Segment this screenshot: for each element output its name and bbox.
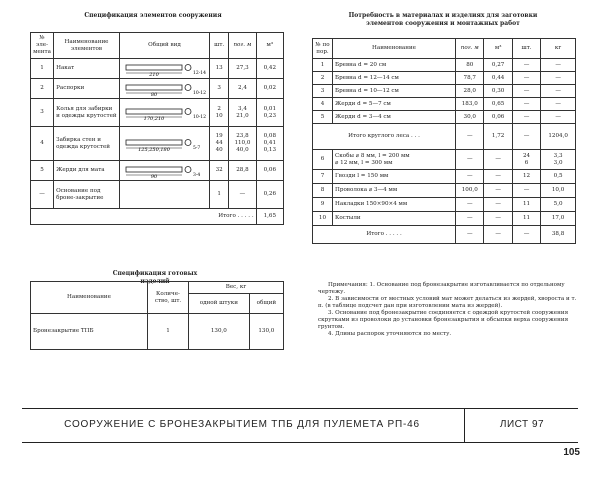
row-vol: 0,42 [256, 59, 283, 79]
mat-row-kg: 17,0 [541, 212, 576, 226]
total-vol: 1,65 [256, 209, 283, 225]
mat-header-vol: м³ [484, 39, 512, 59]
left-spec-table [30, 32, 284, 225]
log-drawing-icon [124, 82, 207, 98]
row-drawing [119, 127, 209, 161]
mat-row-name: Бревна d = 10—12 см [332, 85, 455, 98]
mat-row-len: — [456, 198, 484, 212]
left-spec-row [31, 161, 284, 181]
mat-row-len: — [456, 150, 484, 170]
mat-row-pcs: — [512, 184, 540, 198]
materials-body [313, 59, 576, 244]
mat-row-len: 100,0 [456, 184, 484, 198]
header-len: пог. м [229, 33, 256, 59]
mat-row-pcs: — [512, 72, 540, 85]
row-vol: 0,06 [256, 161, 283, 181]
mat-row-kg: 0,5 [541, 170, 576, 184]
mat-row-num: 4 [313, 98, 333, 111]
mat-row-name: Жерди d = 3—4 см [332, 111, 455, 124]
diameter-dimension: 10-12 [193, 114, 207, 120]
mat-row-len: 28,0 [456, 85, 484, 98]
subtotal-kg: 1204,0 [541, 124, 576, 150]
finished-header-name: Наименование [31, 282, 148, 314]
note-1: Примечания: 1. Основание под бронезакрытие изготавливается по отдельному чертежу. [318, 282, 565, 295]
mat-row-pcs: 12 [512, 170, 540, 184]
mat-header-num: № по пор. [313, 39, 333, 59]
finished-row-qty: 1 [148, 314, 189, 350]
materials-row [313, 111, 576, 124]
finished-row-unit: 130,0 [189, 314, 250, 350]
materials-row [313, 59, 576, 72]
log-drawing-icon [124, 137, 204, 151]
subtotal-len: — [456, 124, 484, 150]
materials-row [313, 212, 576, 226]
row-qty: 1 [210, 181, 229, 209]
mat-row-num: 3 [313, 85, 333, 98]
finished-spec-title: Спецификация готовых изделий [112, 270, 198, 285]
materials-table [312, 38, 576, 244]
finished-spec-table [30, 281, 284, 350]
mat-row-vol: — [484, 184, 512, 198]
length-dimension: 90 [151, 173, 158, 180]
mat-row-pcs: — [512, 111, 540, 124]
left-spec-row [31, 127, 284, 161]
materials-row [313, 170, 576, 184]
header-vol: м³ [256, 33, 283, 59]
header-view: Общий вид [119, 33, 209, 59]
mat-row-kg: — [541, 85, 576, 98]
row-qty: 19 44 40 [210, 127, 229, 161]
mat-header-pcs: шт. [512, 39, 540, 59]
mat-row-len: 80 [456, 59, 484, 72]
footer-top-rule [22, 408, 578, 409]
mat-row-len: — [456, 170, 484, 184]
length-dimension: 170,210 [144, 115, 165, 122]
total-label: Итого . . . . . [31, 209, 257, 225]
mat-row-name: Костыли [332, 212, 455, 226]
header-num: № эле-мента [31, 33, 54, 59]
row-len: 23,8 110,0 40,0 [229, 127, 256, 161]
mat-row-vol: — [484, 212, 512, 226]
row-qty: 32 [210, 161, 229, 181]
row-vol: 0,01 0,23 [256, 99, 283, 127]
materials-row [313, 72, 576, 85]
row-vol: 0,02 [256, 79, 283, 99]
row-name: Колья для забирки и одежды крутостей [54, 99, 120, 127]
mat-row-num: 8 [313, 184, 333, 198]
mat-total-len: — [456, 226, 484, 244]
mat-row-num: 7 [313, 170, 333, 184]
mat-row-name: Жерди d = 5—7 см [332, 98, 455, 111]
finished-row-total: 130,0 [249, 314, 283, 350]
row-name: Распорки [54, 79, 120, 99]
subtotal-label: Итого круглого леса . . . [313, 124, 456, 150]
diameter-dimension: 5-7 [193, 145, 201, 151]
mat-total-kg: 38,8 [541, 226, 576, 244]
page-number: 105 [563, 447, 580, 458]
row-num: 3 [31, 99, 54, 127]
materials-title: Потребность в материалах и изделиях для заготовки элементов сооружения и монтажных работ [348, 12, 538, 27]
mat-row-vol: 0,65 [484, 98, 512, 111]
diameter-dimension: 3-4 [193, 172, 201, 178]
mat-row-num: 1 [313, 59, 333, 72]
finished-header-qty: Количе-ство, шт. [148, 282, 189, 314]
subtotal-vol: 1,72 [484, 124, 512, 150]
mat-total-pcs: — [512, 226, 540, 244]
mat-row-vol: — [484, 198, 512, 212]
footer-bottom-rule [22, 442, 578, 443]
mat-row-pcs: 24 6 [512, 150, 540, 170]
finished-header-weight: Вес, кг [189, 282, 284, 294]
row-len: — [229, 181, 256, 209]
log-drawing-icon [124, 62, 207, 78]
mat-row-num: 6 [313, 150, 333, 170]
mat-row-num: 2 [313, 72, 333, 85]
notes [318, 282, 580, 338]
diameter-dimension: 12-14 [193, 70, 207, 76]
note-4: 4. Длины распорок уточняются по месту. [328, 331, 452, 338]
mat-total-label: Итого . . . . . [313, 226, 456, 244]
mat-header-kg: кг [541, 39, 576, 59]
row-qty: 13 [210, 59, 229, 79]
materials-row [313, 198, 576, 212]
header-qty: шт. [210, 33, 229, 59]
left-spec-row [31, 79, 284, 99]
mat-row-len: 183,0 [456, 98, 484, 111]
mat-row-pcs: 11 [512, 198, 540, 212]
mat-row-vol: 0,27 [484, 59, 512, 72]
length-dimension: 80 [151, 91, 158, 98]
row-name: Забирка стен и одежда крутостей [54, 127, 120, 161]
row-num: 5 [31, 161, 54, 181]
note-2: 2. В зависимости от местных условий мат может делаться из жердей, хвороста и т. п. (в таблице подсчет дан при изготовлении мата из жердей). [318, 296, 577, 309]
mat-row-num: 10 [313, 212, 333, 226]
mat-row-kg: — [541, 98, 576, 111]
row-vol: 0,26 [256, 181, 283, 209]
mat-row-pcs: — [512, 85, 540, 98]
subtotal-pcs: — [512, 124, 540, 150]
mat-header-name: Наименование [332, 39, 455, 59]
row-drawing [119, 59, 209, 79]
mat-row-vol: — [484, 150, 512, 170]
row-drawing [119, 161, 209, 181]
mat-row-kg: — [541, 59, 576, 72]
mat-row-vol: 0,44 [484, 72, 512, 85]
footer-divider [464, 408, 465, 442]
mat-row-kg: — [541, 111, 576, 124]
length-dimension: 125,250,180 [138, 146, 171, 153]
row-num: 1 [31, 59, 54, 79]
mat-row-kg: 10,0 [541, 184, 576, 198]
materials-total-row [313, 226, 576, 244]
mat-total-vol: — [484, 226, 512, 244]
mat-row-num: 5 [313, 111, 333, 124]
materials-subtotal-row [313, 124, 576, 150]
row-num: 2 [31, 79, 54, 99]
left-spec-row [31, 59, 284, 79]
mat-row-name: Бревна d = 12—14 см [332, 72, 455, 85]
diameter-dimension: 10-12 [193, 90, 207, 96]
row-drawing [119, 99, 209, 127]
row-num: 4 [31, 127, 54, 161]
log-drawing-icon [124, 106, 207, 122]
mat-row-vol: — [484, 170, 512, 184]
mat-row-pcs: — [512, 98, 540, 111]
finished-row-name: Бронезакрытие ТПБ [31, 314, 148, 350]
mat-row-name: Накладки 150×90×4 мм [332, 198, 455, 212]
mat-row-len: — [456, 212, 484, 226]
length-dimension: 210 [149, 71, 160, 78]
mat-row-name: Гвозди l = 150 мм [332, 170, 455, 184]
mat-row-num: 9 [313, 198, 333, 212]
row-name: Накат [54, 59, 120, 79]
mat-row-kg: 5,0 [541, 198, 576, 212]
left-spec-body [31, 59, 284, 225]
left-spec-row [31, 99, 284, 127]
mat-row-vol: 0,30 [484, 85, 512, 98]
materials-row [313, 150, 576, 170]
mat-row-len: 30,0 [456, 111, 484, 124]
materials-row [313, 98, 576, 111]
left-spec-row [31, 181, 284, 209]
row-drawing [119, 181, 209, 209]
finished-header-total: общий [249, 294, 283, 314]
mat-row-vol: 0,06 [484, 111, 512, 124]
mat-row-name: Скобы ⌀ 8 мм, l = 200 мм ⌀ 12 мм, l = 300 мм [332, 150, 455, 170]
row-vol: 0,08 0,41 0,13 [256, 127, 283, 161]
row-len: 3,4 21,0 [229, 99, 256, 127]
mat-row-pcs: 11 [512, 212, 540, 226]
footer-sheet: ЛИСТ 97 [499, 419, 545, 430]
materials-row [313, 184, 576, 198]
mat-header-len: пог. м [456, 39, 484, 59]
note-3: 3. Основание под бронезакрытие соединяется с одеждой крутостей сооружения скрутками из проволоки до установки бронезакрытия и обсыпки верха сооружения грунтом. [318, 310, 569, 330]
footer-title: СООРУЖЕНИЕ С БРОНЕЗАКРЫТИЕМ ТПБ ДЛЯ ПУЛЕМЕТА РП-46 [64, 419, 420, 430]
left-spec-total-row [31, 209, 284, 225]
mat-row-kg: 3,3 3,0 [541, 150, 576, 170]
row-qty: 3 [210, 79, 229, 99]
materials-row [313, 85, 576, 98]
row-drawing [119, 79, 209, 99]
row-num: — [31, 181, 54, 209]
log-drawing-icon [124, 164, 204, 178]
row-len: 27,3 [229, 59, 256, 79]
row-name: Основание под броне-закрытие [54, 181, 120, 209]
mat-row-pcs: — [512, 59, 540, 72]
mat-row-name: Бревна d = 20 см [332, 59, 455, 72]
mat-row-name: Проволока ⌀ 3—4 мм [332, 184, 455, 198]
finished-header-unit: одной штуки [189, 294, 250, 314]
row-len: 28,8 [229, 161, 256, 181]
row-len: 2,4 [229, 79, 256, 99]
row-qty: 2 10 [210, 99, 229, 127]
left-spec-title: Спецификация элементов сооружения [84, 12, 222, 19]
mat-row-kg: — [541, 72, 576, 85]
row-name: Жерди для мата [54, 161, 120, 181]
mat-row-len: 78,7 [456, 72, 484, 85]
header-name: Наименование элементов [54, 33, 120, 59]
